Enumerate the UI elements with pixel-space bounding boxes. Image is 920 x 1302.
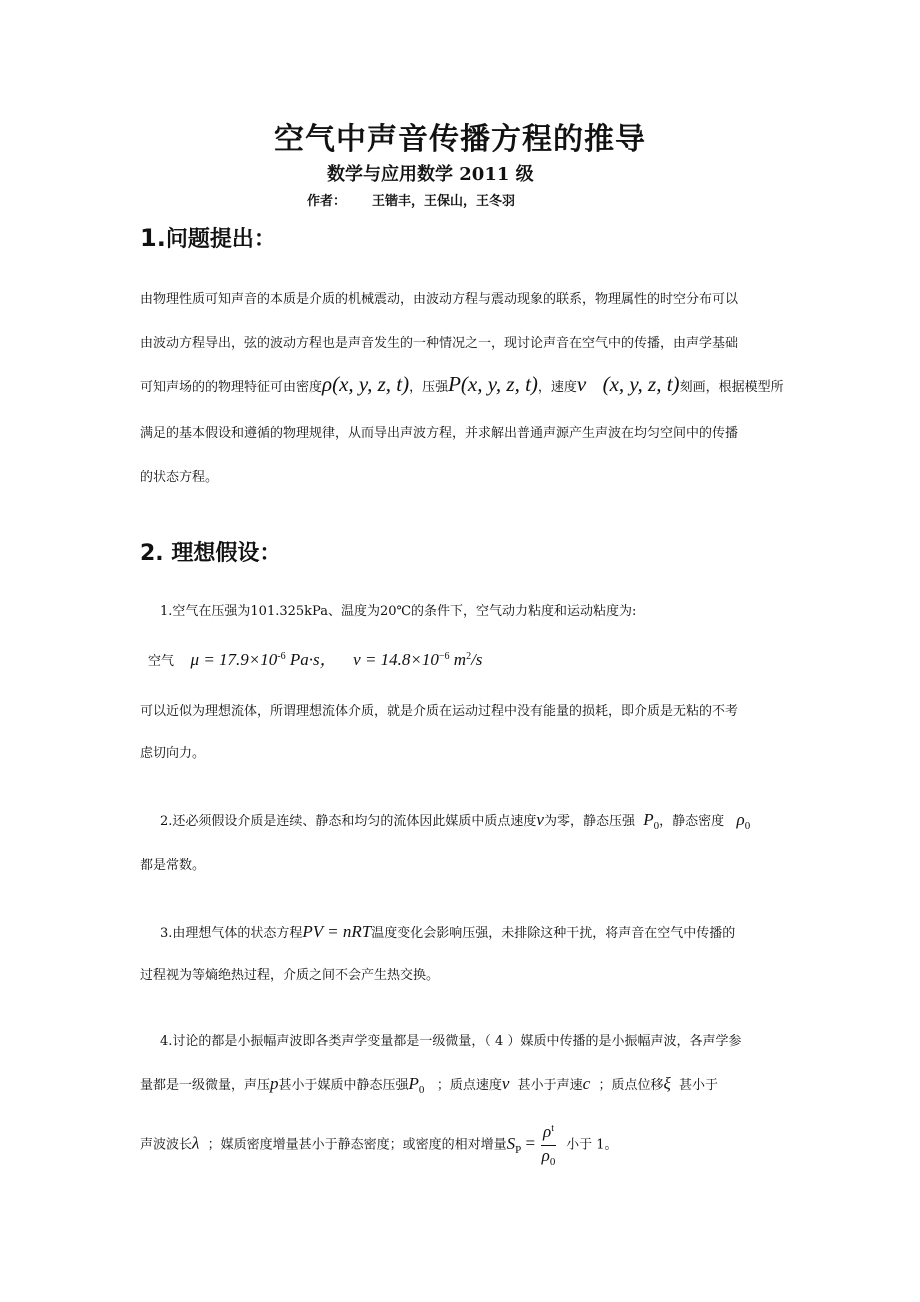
relative-density-fraction: $\frac{\rho^t}{\rho_0}$ bbox=[541, 1122, 556, 1168]
assumption-2-line-b: 都是常数。 bbox=[140, 858, 206, 873]
density-expression: ρ(x, y, z, t) bbox=[322, 372, 410, 396]
authors-names: 王锴丰，王保山，王冬羽 bbox=[372, 194, 516, 209]
section1-line1: 由物理性质可知声音的本质是介质的机械震动，由波动方程与震动现象的联系，物理属性的时空分布可以 bbox=[140, 292, 739, 307]
ideal-gas-equation: PV = nRT bbox=[302, 922, 372, 941]
section1-heading-text: 问题提出： bbox=[165, 227, 276, 252]
pressure-expression: P(x, y, z, t) bbox=[448, 372, 538, 396]
assumption-1-line-b: 虑切向力。 bbox=[140, 746, 206, 761]
authors-line bbox=[307, 190, 515, 209]
document-title: 空气中声音传播方程的推导 bbox=[274, 122, 646, 157]
section2-heading: 2. 理想假设： bbox=[140, 541, 282, 566]
section1-heading bbox=[140, 222, 276, 253]
section1-line3: 可知声场的的物理特征可由密度ρ(x, y, z, t)，压强P(x, y, z, t)，速度v⃗(x, y, z, t)刻画，根据模型所 bbox=[140, 372, 784, 396]
viscosity-equation: 空气 $\mu = 17.9\times 10^{-6}$ Pa·s， $\nu = 14.8\times 10^{-6}$ $m^2/s$ bbox=[148, 650, 483, 669]
assumption-2-text: 2.还必须假设介质是连续、静态和均匀的流体因此媒质中质点速度v为零，静态压强 $P_0$，静态密度 $\rho_0$ bbox=[160, 810, 751, 832]
assumption-1-line-a: 可以近似为理想流体，所谓理想流体介质，就是介质在运动过程中没有能量的损耗，即介质是无粘的不考 bbox=[140, 704, 739, 719]
assumption-4-line-a: 4.讨论的都是小振幅声波即各类声学变量都是一级微量，（ 4 ）媒质中传播的是小振幅声波，各声学参 bbox=[160, 1034, 742, 1049]
document-subtitle: 数学与应用数学 2011 级 bbox=[327, 164, 534, 185]
section1-line5: 的状态方程。 bbox=[140, 470, 219, 485]
section1-heading-number: 1. bbox=[140, 224, 166, 252]
section1-line2: 由波动方程导出，弦的波动方程也是声音发生的一种情况之一，现讨论声音在空气中的传播，由声学基础 bbox=[140, 336, 739, 351]
authors-label: 作者： bbox=[307, 194, 347, 209]
assumption-4-line-b: 量都是一级微量，声压p甚小于媒质中静态压强$P_0$ ；质点速度v 甚小于声速c ；质点位移ξ 甚小于 bbox=[140, 1074, 719, 1096]
section1-line4: 满足的基本假设和遵循的物理规律，从而导出声波方程，并求解出普通声源产生声波在均匀空间中的传播 bbox=[140, 426, 739, 441]
assumption-4-line-c: 声波波长λ ；媒质密度增量甚小于静态密度；或密度的相对增量$S_P$ = $\frac{\rho^t}{\rho_0}$ 小于 1。 bbox=[140, 1122, 618, 1168]
assumption-3-text: 3.由理想气体的状态方程PV = nRT温度变化会影响压强，未排除这种干扰，将声音在空气中传播的 bbox=[160, 922, 736, 941]
assumption-1-text: 1.空气在压强为101.325kPa、温度为20℃的条件下，空气动力粘度和运动粘度为: bbox=[160, 604, 637, 619]
velocity-expression: v⃗(x, y, z, t) bbox=[576, 372, 680, 396]
assumption-3-line-b: 过程视为等熵绝热过程，介质之间不会产生热交换。 bbox=[140, 968, 440, 983]
